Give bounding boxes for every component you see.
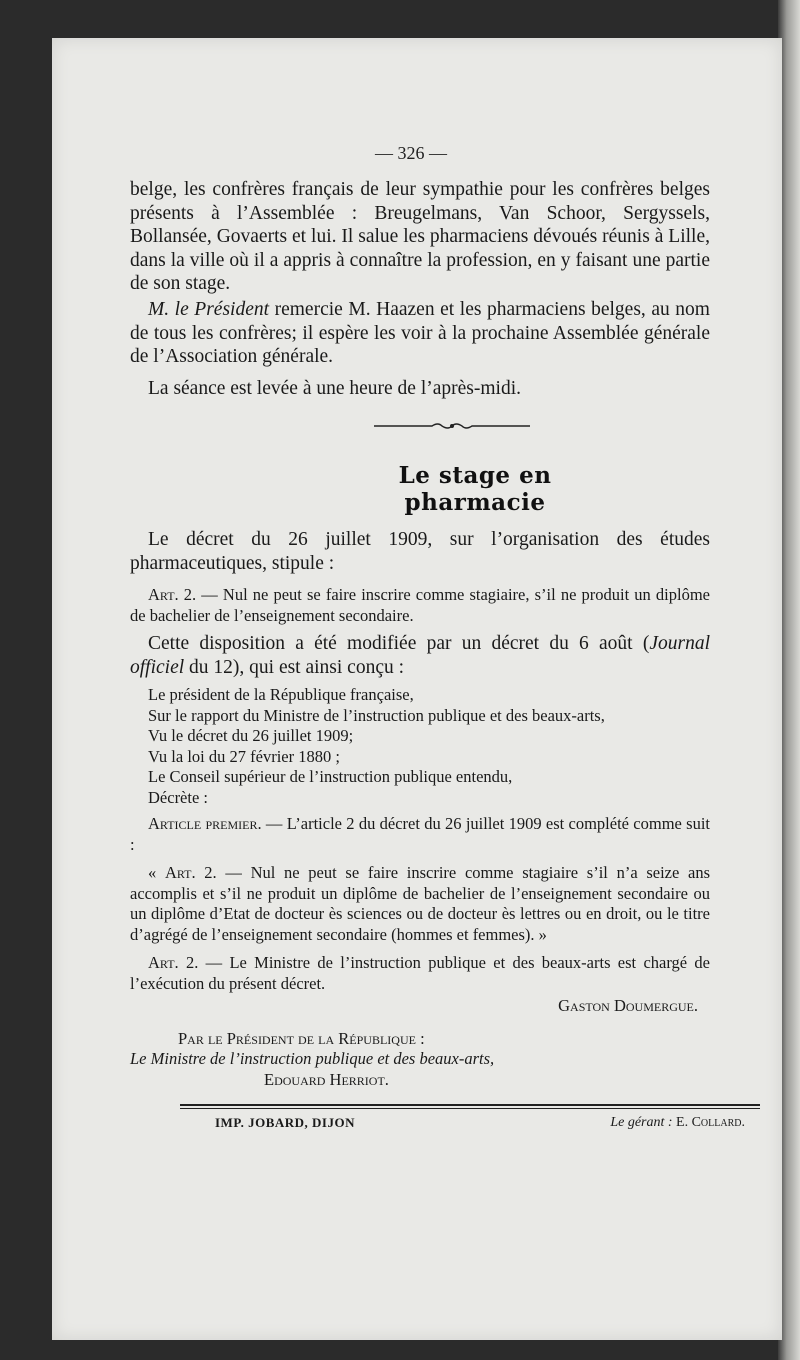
article-label: Art. 2.: [164, 863, 217, 883]
article2-new: [130, 863, 710, 945]
decree-lines: [130, 685, 710, 808]
article-text: — Nul ne peut se faire inscrire comme stagiaire, s’il ne produit un diplôme de bachelier de l’enseignement secondaire.: [130, 585, 710, 625]
page-footer: [215, 1115, 745, 1131]
ornamental-divider: [372, 420, 532, 432]
signature-doumergue: Gaston Doumergue.: [558, 996, 698, 1016]
minister-name: Edouard Herriot.: [264, 1069, 389, 1089]
president-paragraph: [130, 298, 710, 369]
decree-line: Vu le décret du 26 juillet 1909;: [148, 726, 354, 746]
gerant-label: Le gérant :: [610, 1115, 673, 1130]
article-label: Art. 2.: [148, 585, 197, 605]
article-text: — Le Ministre de l’instruction publique et des beaux-arts est chargé de l’exécution du présent décret.: [130, 953, 710, 993]
article-text: — L’article 2 du décret du 26 juillet 1909 est complété comme suit :: [130, 814, 710, 854]
article2-final: [130, 953, 710, 994]
gerant-name: E. Collard.: [672, 1115, 745, 1130]
footer-rule: [180, 1104, 760, 1106]
article2-original: [130, 585, 710, 626]
decree-line: Sur le rapport du Ministre de l’instruction publique et des beaux-arts,: [148, 705, 605, 725]
article-text: — Nul ne peut se faire inscrire comme stagiaire s’il n’a seize ans accomplis et s’il ne produit un diplôme de bachelier de l’enseignement secondaire ou un diplôme d’Etat de docteur ès sciences ou de docteur ès lettres ou en droit, ou le titre d’agrégé de l’enseignement secondaire (hommes et femmes). »: [130, 863, 711, 944]
article-premier: [130, 814, 710, 855]
article-label: Art. 2.: [148, 953, 199, 973]
printer-imprint: IMP. JOBARD, DIJON: [215, 1115, 355, 1130]
article-label: Article premier.: [148, 814, 262, 834]
minister-title: [130, 1049, 710, 1070]
decree-intro: Le décret du 26 juillet 1909, sur l’organisation des études pharmaceutiques, stipule :: [130, 529, 710, 574]
president-text: remercie M. Haazen et les pharmaciens belges, au nom de tous les confrères; il espère les voir à la prochaine Assemblée générale de l’Association générale.: [130, 298, 710, 368]
footer-rule-thin: [180, 1108, 760, 1109]
closing-line: La séance est levée à une heure de l’après-midi.: [148, 377, 522, 399]
section-heading: Le stage en pharmacie: [398, 462, 552, 516]
decree-line: Vu la loi du 27 février 1880 ;: [148, 746, 340, 766]
modification-before: Cette disposition a été modifiée par un décret du 6 août (: [148, 633, 650, 655]
par-le-president: Par le Président de la République :: [178, 1028, 425, 1048]
speaker: M. le Président: [148, 298, 270, 320]
modification-after: du 12), qui est ainsi conçu :: [184, 656, 405, 678]
page-body: [130, 178, 710, 400]
quote-open: «: [148, 863, 165, 883]
gerant-credit: [610, 1115, 745, 1131]
page-number: — 326 —: [375, 143, 447, 163]
modification-paragraph: [130, 632, 710, 679]
decree-line: Le Conseil supérieur de l’instruction publique entendu,: [148, 767, 513, 787]
journal-title: Journal officiel: [130, 633, 710, 678]
decree-line: Décrète :: [148, 787, 208, 807]
decree-line: Le président de la République française,: [148, 685, 414, 705]
continuation-paragraph: belge, les confrères français de leur sympathie pour les confrères belges présents à l’Assemblée : Breugelmans, Van Schoor, Sergyssels, Bollansée, Govaerts et lui. Il salue les pharmaciens dévoués réunis à Lille, dans la ville où il a appris à connaître la profession, en y faisant une partie de son stage.: [130, 179, 710, 295]
decree-section: [130, 528, 710, 1090]
minister-title-text: Le Ministre de l’instruction publique et des beaux-arts,: [130, 1049, 495, 1069]
